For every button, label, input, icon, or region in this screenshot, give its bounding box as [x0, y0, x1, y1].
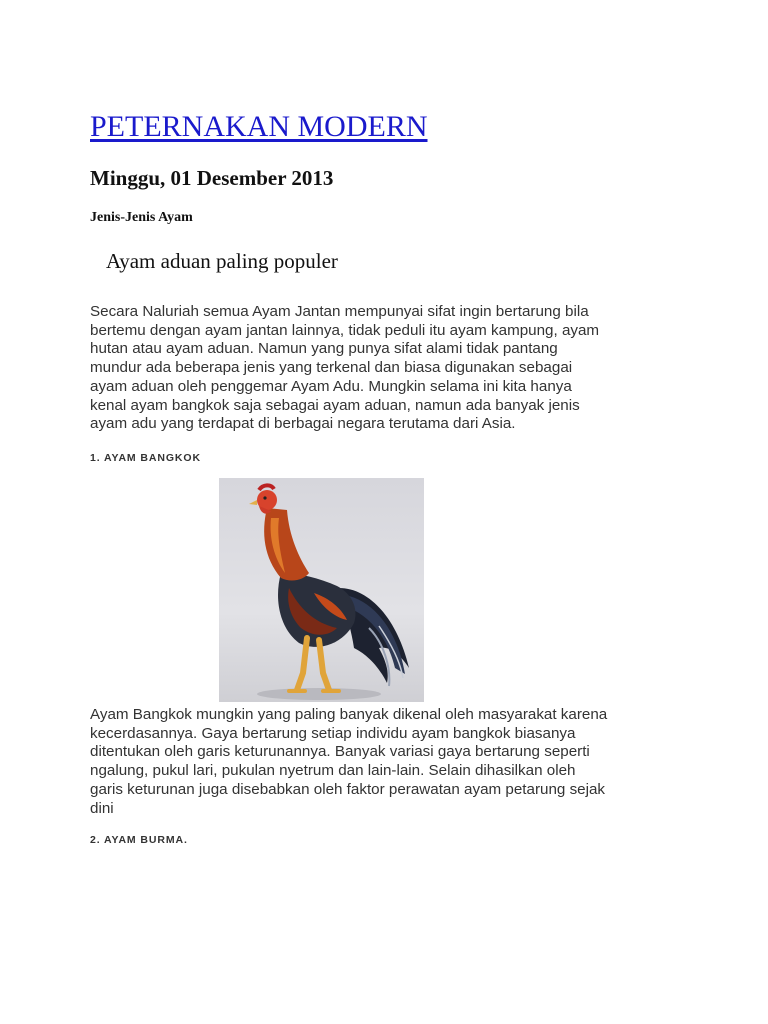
section-heading-ayam-burma: 2. AYAM BURMA. — [90, 834, 188, 846]
ayam-bangkok-paragraph — [90, 706, 690, 818]
body-line: ngalung, pukul lari, pukulan nyetrum dan lain-lain. Selain dihasilkan oleh — [90, 762, 576, 780]
body-line: kecerdasannya. Gaya bertarung setiap individu ayam bangkok biasanya — [90, 724, 576, 742]
intro-line: mundur ada beberapa jenis yang terkenal dan biasa digunakan sebagai — [90, 359, 573, 377]
body-line: ditentukan oleh garis keturunannya. Banyak variasi gaya bertarung seperti — [90, 743, 590, 761]
intro-line: bertemu dengan ayam jantan lainnya, tidak peduli itu ayam kampung, ayam — [90, 321, 600, 339]
body-line: garis keturunan juga disebabkan oleh faktor perawatan ayam petarung sejak — [90, 780, 606, 798]
intro-line: ayam adu yang terdapat di berbagai negara terutama dari Asia. — [90, 415, 516, 433]
body-line: Ayam Bangkok mungkin yang paling banyak dikenal oleh masyarakat karena — [90, 706, 608, 723]
rooster-photo-icon — [219, 478, 424, 702]
intro-paragraph — [90, 303, 690, 434]
post-subtitle: Ayam aduan paling populer — [106, 249, 338, 273]
post-title: Jenis-Jenis Ayam — [90, 210, 193, 225]
body-line: dini — [90, 799, 114, 817]
intro-line: Secara Naluriah semua Ayam Jantan mempunyai sifat ingin bertarung bila — [90, 303, 589, 320]
post-date: Minggu, 01 Desember 2013 — [90, 166, 334, 190]
intro-line: ayam aduan oleh penggemar Ayam Adu. Mungkin selama ini kita hanya — [90, 377, 572, 395]
section-heading-ayam-bangkok: 1. AYAM BANGKOK — [90, 452, 201, 464]
intro-line: hutan atau ayam aduan. Namun yang punya sifat alami tidak pantang — [90, 340, 558, 358]
blog-title-link[interactable]: PETERNAKAN MODERN — [90, 110, 428, 143]
intro-line: kenal ayam bangkok saja sebagai ayam aduan, namun ada banyak jenis — [90, 396, 580, 414]
